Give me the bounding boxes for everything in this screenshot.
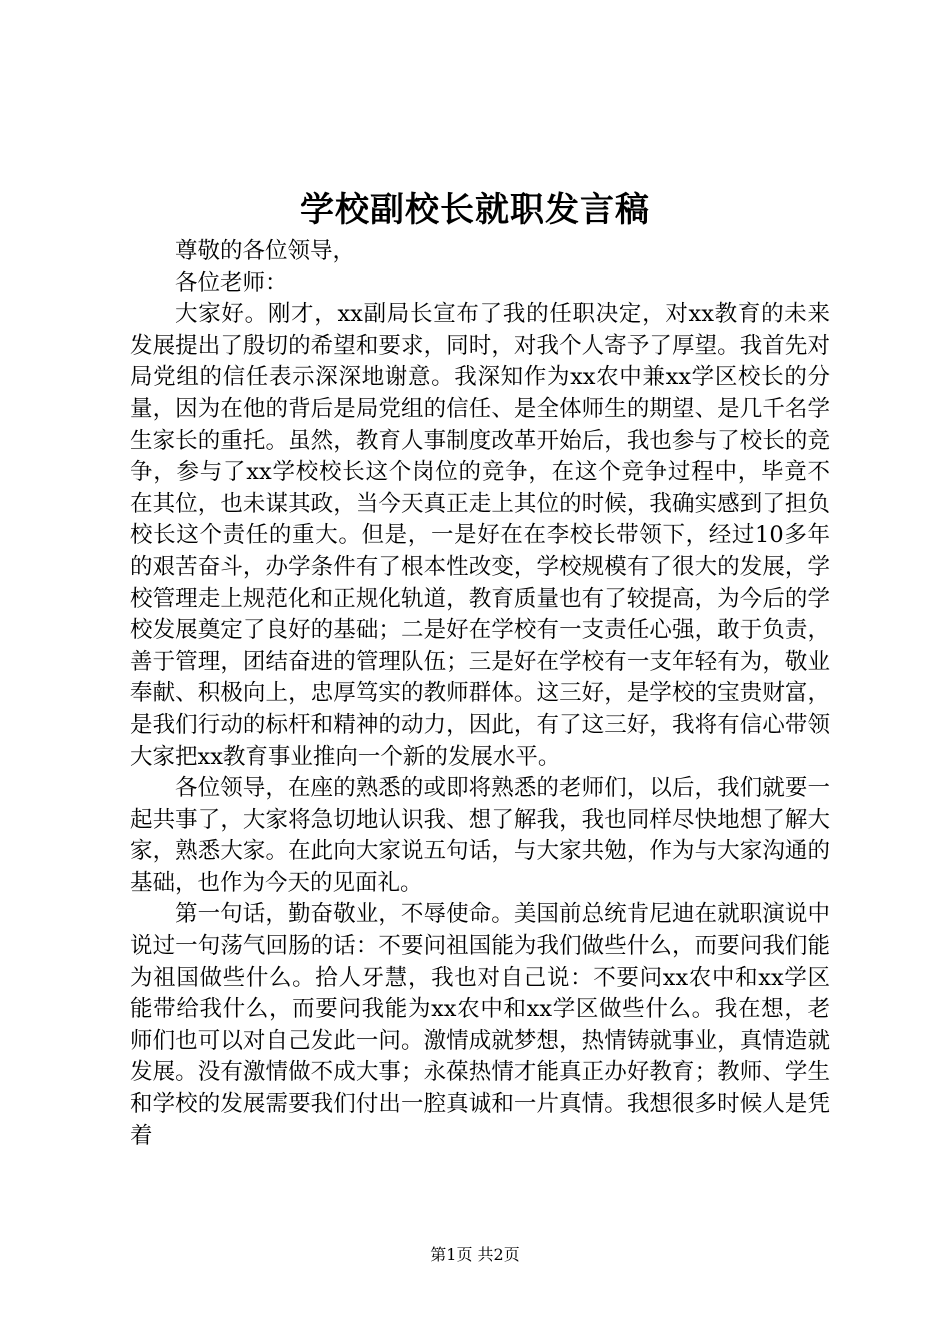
paragraph-first-point: 第一句话，勤奋敬业，不辱使命。美国前总统肯尼迪在就职演说中说过一句荡气回肠的话：不要问祖国能为我们做些什么，而要问我们能为祖国做些什么。拾人牙慧，我也对自己说：不要问xx农中和xx学区能带给我什么，而要问我能为xx农中和xx学区做些什么。我在想，老师们也可以对自己发此一问。激情成就梦想，热情铸就事业，真情造就发展。没有激情做不成大事；永葆热情才能真正办好教育；教师、学生和学校的发展需要我们付出一腔真诚和一片真情。我想很多时候人是凭着 [130, 901, 830, 1149]
page-footer: 第1页 共2页 [430, 1245, 520, 1264]
document-title: 学校副校长就职发言稿 [300, 190, 650, 230]
document-body [130, 236, 830, 1152]
paragraph-greeting: 大家好。刚才，xx副局长宣布了我的任职决定，对xx教育的未来发展提出了殷切的希望和要求，同时，对我个人寄予了厚望。我首先对局党组的信任表示深深地谢意。我深知作为xx农中兼xx学区校长的分量，因为在他的背后是局党组的信任、是全体师生的期望、是几千名学生家长的重托。虽然，教育人事制度改革开始后，我也参与了校长的竞争，参与了xx学校校长这个岗位的竞争，在这个竞争过程中，毕竟不在其位，也未谋其政，当今天真正走上其位的时候，我确实感到了担负校长这个责任的重大。但是，一是好在在李校长带领下，经过10多年的艰苦奋斗，办学条件有了根本性改变，学校规模有了很大的发展，学校管理走上规范化和正规化轨道，教育质量也有了较提高，为今后的学校发展奠定了良好的基础；二是好在学校有一支责任心强，敢于负责，善于管理，团结奋进的管理队伍；三是好在学校有一支年轻有为，敬业奉献、积极向上，忠厚笃实的教师群体。这三好，是学校的宝贵财富，是我们行动的标杆和精神的动力，因此，有了这三好，我将有信心带领大家把xx教育事业推向一个新的发展水平。 [130, 301, 830, 770]
paragraph-introduction: 各位领导，在座的熟悉的或即将熟悉的老师们，以后，我们就要一起共事了，大家将急切地认识我、想了解我，我也同样尽快地想了解大家，熟悉大家。在此向大家说五句话，与大家共勉，作为与大家沟通的基础，也作为今天的见面礼。 [130, 775, 830, 896]
salutation-teachers: 各位老师： [175, 269, 288, 296]
salutation-leaders: 尊敬的各位领导， [175, 238, 356, 264]
